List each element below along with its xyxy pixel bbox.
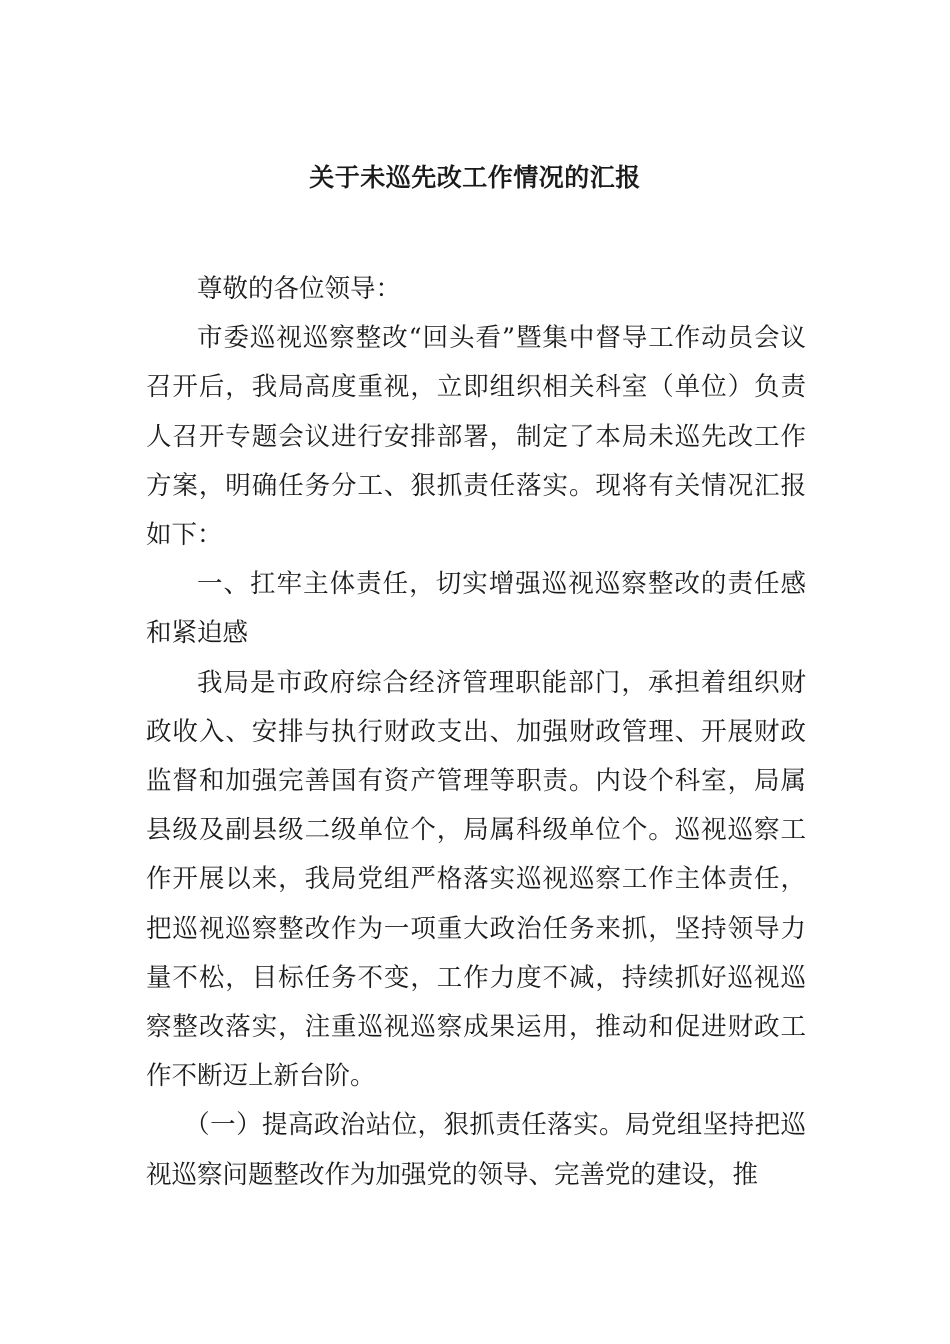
document-body bbox=[146, 265, 806, 1200]
salutation: 尊敬的各位领导： bbox=[197, 274, 402, 304]
paragraph-section-1: 我局是市政府综合经济管理职能部门，承担着组织财政收入、安排与执行财政支出、加强财政管理、开展财政监督和加强完善国有资产管理等职责。内设个科室，局属县级及副县级二级单位个，局属科级单位个。巡视巡察工作开展以来，我局党组严格落实巡视巡察工作主体责任，把巡视巡察整改作为一项重大政治任务来抓，坚持领导力量不松，目标任务不变，工作力度不减，持续抓好巡视巡察整改落实，注重巡视巡察成果运用，推动和促进财政工作不断迈上新台阶。 bbox=[146, 667, 806, 1092]
document-title: 关于未巡先改工作情况的汇报 bbox=[309, 163, 641, 192]
paragraph-subitem-1: （一）提高政治站位，狠抓责任落实。局党组坚持把巡视巡察问题整改作为加强党的领导、完善党的建设，推 bbox=[146, 1110, 806, 1190]
paragraph-intro: 市委巡视巡察整改“回头看”暨集中督导工作动员会议召开后，我局高度重视，立即组织相关科室（单位）负责人召开专题会议进行安排部署，制定了本局未巡先改工作方案，明确任务分工、狠抓责任落实。现将有关情况汇报如下： bbox=[146, 323, 806, 551]
section-heading-1: 一、扛牢主体责任，切实增强巡视巡察整改的责任感和紧迫感 bbox=[146, 569, 806, 649]
